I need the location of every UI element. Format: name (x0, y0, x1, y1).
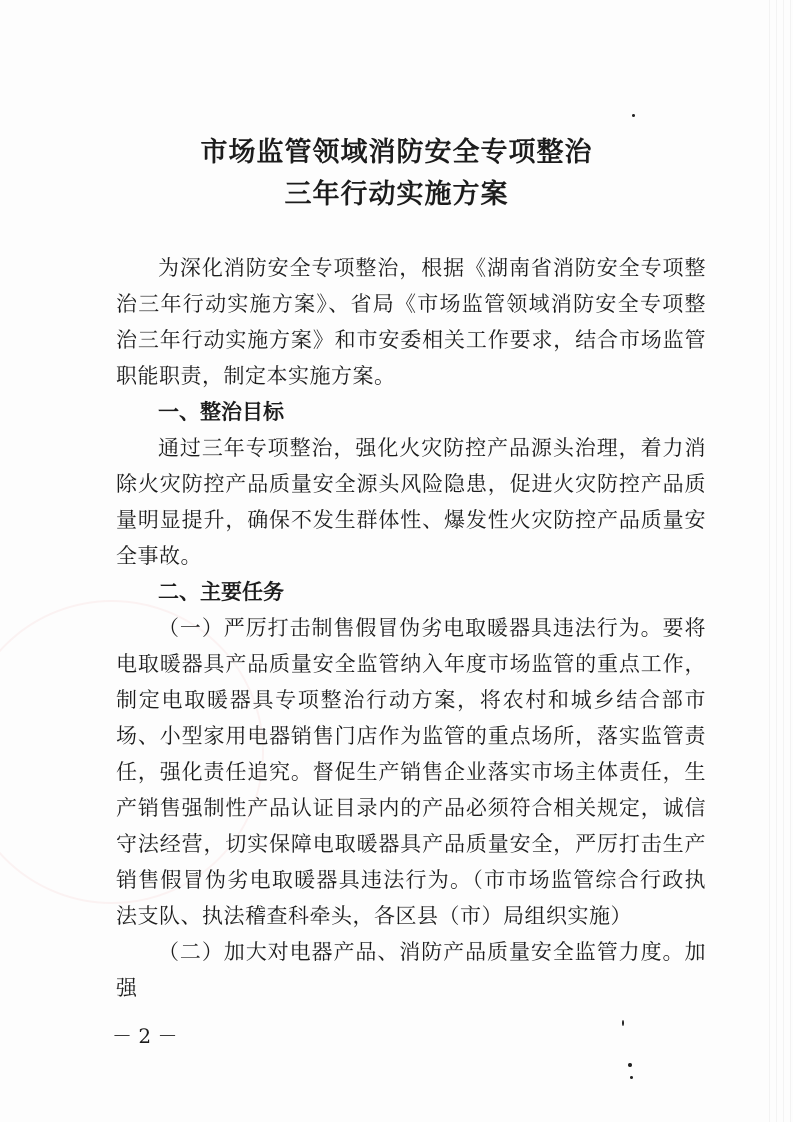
section-heading-tasks: 二、主要任务 (158, 580, 284, 604)
scan-speck (622, 1020, 624, 1026)
page-number: － 2 － (112, 1024, 178, 1048)
document-title-line-2: 三年行动实施方案 (284, 179, 509, 210)
document-body (116, 250, 706, 1006)
scan-speck (628, 1063, 632, 1067)
scan-speck (632, 114, 635, 117)
scan-speck (630, 1076, 633, 1079)
document-title-line-1: 市场监管领域消防安全专项整治 (200, 137, 593, 168)
intro-paragraph: 为深化消防安全专项整治，根据《湖南省消防安全专项整治三年行动实施方案》、省局《市场监管领域消防安全专项整治三年行动实施方案》和市安委相关工作要求，结合市场监管职能职责，制定本实施方案。 (116, 256, 706, 388)
task-1-paragraph: （一）严厉打击制售假冒伪劣电取暖器具违法行为。要将电取暖器具产品质量安全监管纳入年度市场监管的重点工作，制定电取暖器具专项整治行动方案，将农村和城乡结合部市场、小型家用电器销售门店作为监管的重点场所，落实监管责任，强化责任追究。督促生产销售企业落实市场主体责任，生产销售强制性产品认证目录内的产品必须符合相关规定，诚信守法经营，切实保障电取暖器具产品质量安全，严厉打击生产销售假冒伪劣电取暖器具违法行为。（市市场监管综合行政执法支队、执法稽查科牵头，各区县（市）局组织实施） (116, 616, 706, 928)
task-2-paragraph: （二）加大对电器产品、消防产品质量安全监管力度。加强 (116, 940, 706, 1000)
section-heading-goals: 一、整治目标 (158, 400, 284, 424)
goals-paragraph: 通过三年专项整治，强化火灾防控产品源头治理，着力消除火灾防控产品质量安全源头风险隐患，促进火灾防控产品质量明显提升，确保不发生群体性、爆发性火灾防控产品质量安全事故。 (116, 436, 706, 568)
